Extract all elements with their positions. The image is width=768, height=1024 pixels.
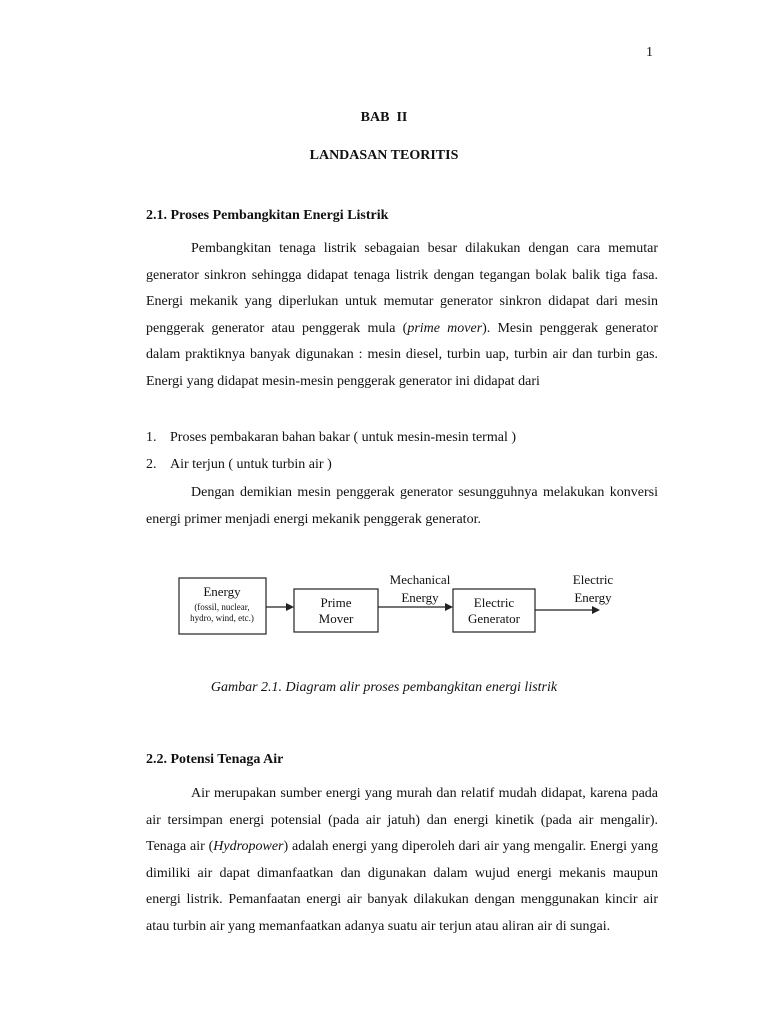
- chapter-title: LANDASAN TEORITIS: [309, 148, 459, 163]
- energy-label: Energy: [203, 584, 241, 599]
- energy-sub: hydro, wind, etc.): [190, 613, 254, 623]
- flow-diagram: [170, 564, 630, 644]
- mechanical-energy-label: Energy: [401, 590, 439, 605]
- italic-term: prime mover: [407, 320, 483, 336]
- list-item: 2. Air terjun ( untuk turbin air ): [146, 457, 332, 472]
- electric-energy-label: Energy: [574, 590, 612, 605]
- arrowhead: [445, 603, 453, 611]
- chapter-heading: BAB II: [360, 110, 408, 125]
- prime-mover-label: Prime: [320, 595, 352, 610]
- electric-energy-label: Electric: [572, 572, 614, 587]
- section-title: 2.1. Proses Pembangkitan Energi Listrik: [146, 208, 389, 223]
- electric-generator-label: Generator: [468, 611, 520, 626]
- figure-caption: Gambar 2.1. Diagram alir proses pembangkitan energi listrik: [210, 680, 558, 695]
- paragraph: Air merupakan sumber energi yang murah dan relatif mudah didapat, karena pada air tersimpan energi potensial (pada air jatuh) dan energi kinetik (pada air mengalir). Tenaga air (Hydropower) adalah energi yang diperoleh dari air yang mengalir. Energi yang dimiliki air dapat dimanfaatkan dan digunakan dalam wujud energi mekanis maupun energi listrik. Pemanfaatan energi air banyak dilakukan dengan menggunakan kincir air atau turbin air yang memanfaatkan adanya suatu air terjun atau aliran air di sungai.: [146, 786, 658, 934]
- electric-generator-label: Electric: [473, 595, 515, 610]
- arrowhead: [592, 606, 600, 614]
- prime-mover-label: Mover: [318, 611, 354, 626]
- mechanical-energy-label: Mechanical: [389, 572, 451, 587]
- arrowhead: [286, 603, 294, 611]
- paragraph: Dengan demikian mesin penggerak generator sesungguhnya melakukan konversi energi primer menjadi energi mekanik penggerak generator.: [146, 485, 658, 527]
- italic-term: Hydropower: [213, 839, 284, 854]
- list-item: 1. Proses pembakaran bahan bakar ( untuk mesin-mesin termal ): [146, 430, 517, 445]
- page-number: 1: [646, 45, 653, 60]
- energy-sub: (fossil, nuclear,: [194, 602, 250, 612]
- paragraph: Pembangkitan tenaga listrik sebagaian besar dilakukan dengan cara memutar generator sinkron sehingga didapat tenaga listrik dengan tegangan bolak balik tiga fasa. Energi mekanik yang diperlukan untuk memutar generator sinkron didapat dari mesin penggerak generator atau penggerak mula (prime mover). Mesin penggerak generator dalam praktiknya banyak digunakan : mesin diesel, turbin uap, turbin air dan turbin gas. Energi yang didapat mesin-mesin penggerak generator ini didapat dari: [146, 241, 658, 389]
- section-title: 2.2. Potensi Tenaga Air: [146, 752, 284, 767]
